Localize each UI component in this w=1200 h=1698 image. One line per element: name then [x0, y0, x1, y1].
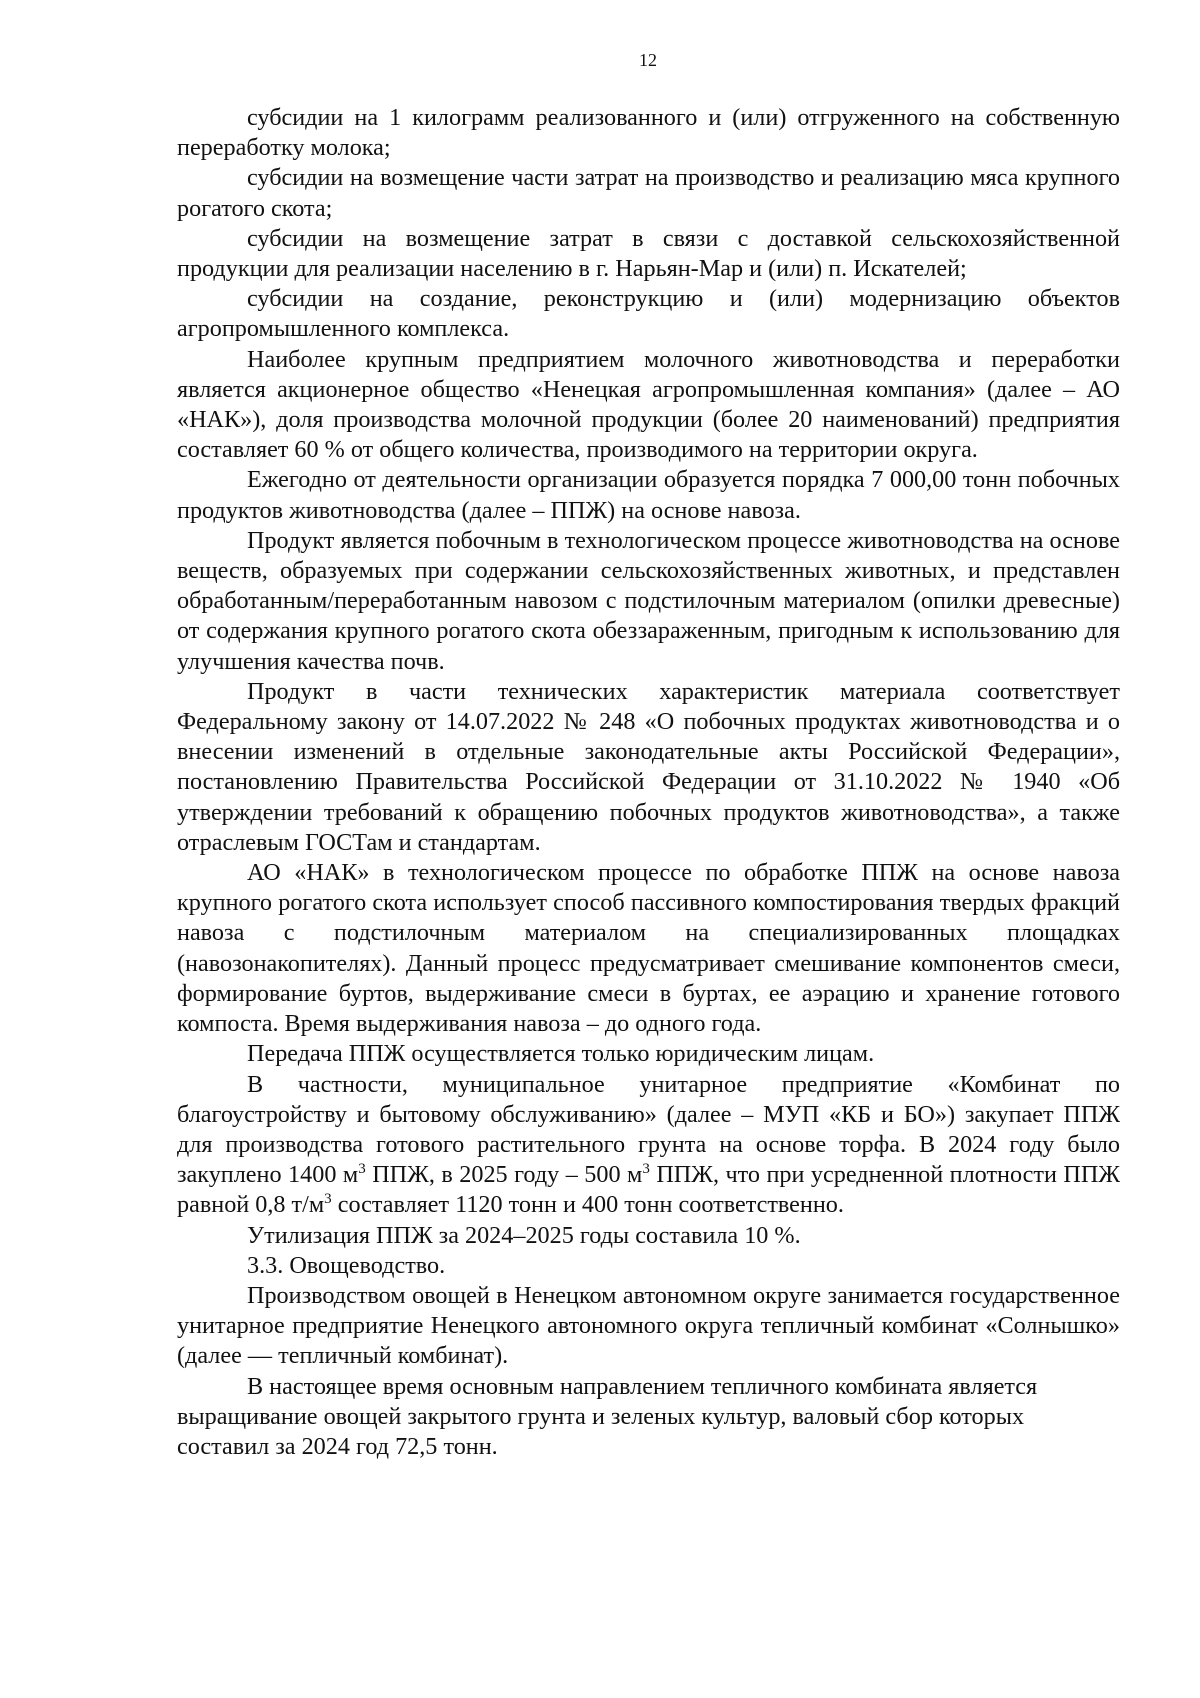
purchase-text-part4: составляет 1120 тонн и 400 тонн соответственно. — [331, 1191, 844, 1219]
paragraph-subsidy-construction: субсидии на создание, реконструкцию и (или) модернизацию объектов агропромышленного комплекса. — [177, 285, 1120, 343]
paragraph-main-enterprise: Наиболее крупным предприятием молочного животноводства и переработки является акционерное общество «Ненецкая агропромышленная компания» (далее – АО «НАК»), доля производства молочной продукции (более 20 наименований) предприятия составляет 60 % от общего количества, производимого на территории округа. — [177, 345, 1120, 464]
paragraph-legal-compliance: Продукт в части технических характеристик материала соответствует Федеральному закону от 14.07.2022 № 248 «О побочных продуктах животноводства и о внесении изменений в отдельные законодательные акты Российской Федерации», постановлению Правительства Российской Федерации от 31.10.2022 № 1940 «Об утверждении требований к обращению побочных продуктов животноводства», а также отраслевым ГОСТам и стандартам. — [177, 677, 1120, 856]
paragraph-subsidy-meat: субсидии на возмещение части затрат на производство и реализацию мяса крупного рогатого скота; — [177, 164, 1120, 222]
section-heading-vegetables: 3.3. Овощеводство. — [247, 1251, 446, 1279]
paragraph-transfer-legal-entities: Передача ППЖ осуществляется только юридическим лицам. — [247, 1040, 875, 1068]
purchase-text-part2: ППЖ, в 2025 году – 500 м — [365, 1161, 643, 1189]
paragraph-vegetable-producer: Производством овощей в Ненецком автономном округе занимается государственное унитарное предприятие Ненецкого автономного округа тепличный комбинат «Солнышко» (далее — тепличный комбинат). — [177, 1281, 1120, 1370]
purchase-text-part3: ППЖ, что при усредненной плотности ППЖ равной 0,8 т/м — [177, 1161, 1120, 1219]
paragraph-greenhouse-output: В настоящее время основным направлением тепличного комбината является выращивание овощей закрытого грунта и зеленых культур, валовый сбор которых составил за 2024 год 72,5 тонн. — [177, 1372, 1038, 1460]
document-body — [177, 103, 1120, 1462]
paragraph-annual-byproducts: Ежегодно от деятельности организации образуется порядка 7 000,00 тонн побочных продуктов животноводства (далее – ППЖ) на основе навоза. — [177, 466, 1120, 524]
cubic-superscript: 3 — [358, 1161, 366, 1178]
page-number: 12 — [639, 50, 657, 70]
paragraph-product-description: Продукт является побочным в технологическом процессе животноводства на основе веществ, образуемых при содержании сельскохозяйственных животных, и представлен обработанным/переработанным навозом с подстилочным материалом (опилки древесные) от содержания крупного рогатого скота обеззараженным, пригодным к использованию для улучшения качества почв. — [177, 526, 1120, 675]
cubic-superscript: 3 — [642, 1161, 650, 1178]
paragraph-purchase-volumes — [177, 1070, 1120, 1221]
purchase-text-part1: В частности, муниципальное унитарное предприятие «Комбинат по благоустройству и бытовому обслуживанию» (далее – МУП «КБ и БО») закупает ППЖ для производства готового растительного грунта на основе торфа. В 2024 году было закуплено 1400 м — [177, 1070, 1120, 1189]
paragraph-subsidy-milk: субсидии на 1 килограмм реализованного и (или) отгруженного на собственную переработку молока; — [177, 104, 1120, 162]
paragraph-subsidy-delivery: субсидии на возмещение затрат в связи с доставкой сельскохозяйственной продукции для реализации населению в г. Нарьян-Мар и (или) п. Искателей; — [177, 224, 1120, 283]
cubic-superscript: 3 — [324, 1191, 332, 1208]
paragraph-composting-process: АО «НАК» в технологическом процессе по обработке ППЖ на основе навоза крупного рогатого скота использует способ пассивного компостирования твердых фракций навоза с подстилочным материалом на специализированных площадках (навозонакопителях). Данный процесс предусматривает смешивание компонентов смеси, формирование буртов, выдерживание смеси в буртах, ее аэрацию и хранение готового компоста. Время выдерживания навоза – до одного года. — [177, 859, 1120, 1038]
paragraph-utilization: Утилизация ППЖ за 2024–2025 годы составила 10 %. — [247, 1221, 801, 1249]
